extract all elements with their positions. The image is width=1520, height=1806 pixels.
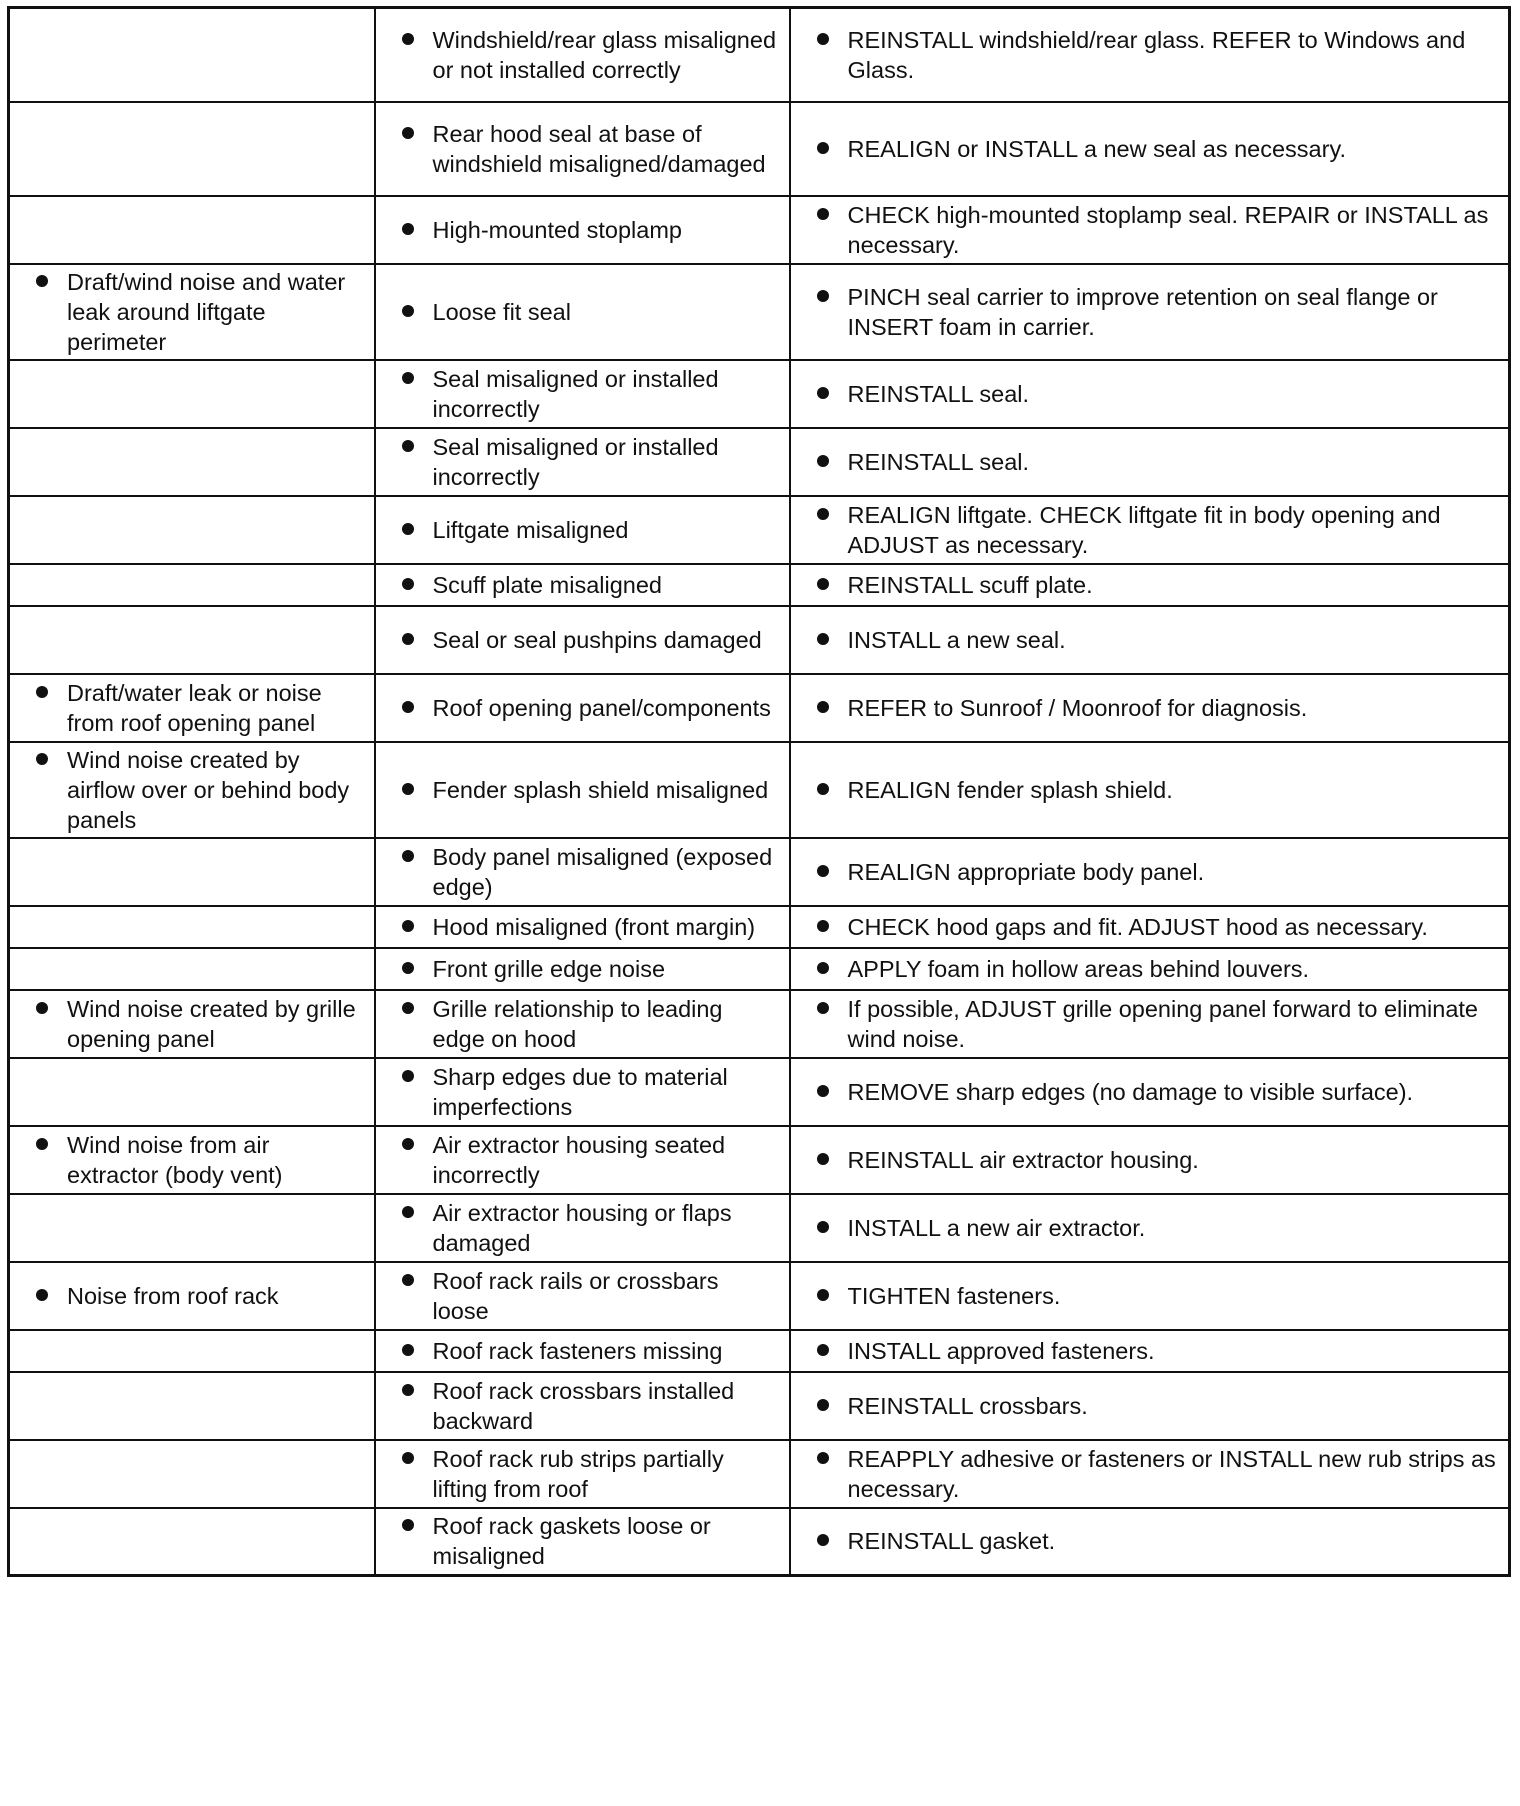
cause-text: Air extractor housing seated incorrectly	[432, 1131, 726, 1188]
bullet-icon	[817, 508, 829, 520]
bullet-icon	[36, 686, 48, 698]
action-text: REALIGN fender splash shield.	[847, 776, 1173, 803]
action-content	[791, 855, 1509, 889]
symptom-cell	[9, 1440, 375, 1508]
action-text: TIGHTEN fasteners.	[847, 1282, 1061, 1309]
action-text: CHECK high-mounted stoplamp seal. REPAIR or INSTALL as necessary.	[847, 201, 1489, 258]
bullet-icon	[402, 1452, 414, 1464]
symptom-content	[10, 528, 374, 532]
cause-cell	[375, 264, 790, 360]
bullet-icon	[817, 455, 829, 467]
cause-cell	[375, 1440, 790, 1508]
cause-cell	[375, 8, 790, 102]
action-text: REALIGN appropriate body panel.	[847, 858, 1205, 885]
cause-text: Rear hood seal at base of windshield misaligned/damaged	[432, 120, 766, 177]
bullet-icon	[817, 208, 829, 220]
action-text: REINSTALL seal.	[847, 448, 1030, 475]
symptom-content	[10, 1404, 374, 1408]
symptom-cell	[9, 838, 375, 906]
cause-text: Sharp edges due to material imperfections	[432, 1063, 728, 1120]
cause-cell	[375, 1194, 790, 1262]
symptom-cell	[9, 264, 375, 360]
action-cell	[790, 948, 1510, 990]
cause-text: Hood misaligned (front margin)	[432, 913, 756, 940]
cause-text: Seal misaligned or installed incorrectly	[432, 365, 719, 422]
bullet-icon	[817, 142, 829, 154]
table-row	[9, 906, 1510, 948]
action-content	[791, 568, 1509, 602]
cause-content	[376, 691, 789, 725]
table-row	[9, 674, 1510, 742]
cause-content	[376, 1509, 789, 1573]
table-row	[9, 1330, 1510, 1372]
cause-content	[376, 1196, 789, 1260]
cause-content	[376, 1060, 789, 1124]
action-content	[791, 910, 1509, 944]
action-cell	[790, 990, 1510, 1058]
cause-cell	[375, 906, 790, 948]
action-content	[791, 1211, 1509, 1245]
table-row	[9, 1508, 1510, 1576]
symptom-cell	[9, 360, 375, 428]
cause-content	[376, 910, 789, 944]
cause-text: Liftgate misaligned	[432, 516, 629, 543]
table-row	[9, 1058, 1510, 1126]
cause-content	[376, 1334, 789, 1368]
symptom-cell	[9, 102, 375, 196]
symptom-content	[10, 1279, 374, 1313]
bullet-icon	[817, 701, 829, 713]
bullet-icon	[402, 523, 414, 535]
cause-content	[376, 773, 789, 807]
action-content	[791, 623, 1509, 657]
bullet-icon	[402, 1519, 414, 1531]
symptom-text: Draft/water leak or noise from roof opening panel	[67, 679, 322, 736]
cause-cell	[375, 606, 790, 674]
symptom-content	[10, 743, 374, 837]
bullet-icon	[817, 1221, 829, 1233]
cause-text: Fender splash shield misaligned	[432, 776, 769, 803]
action-content	[791, 132, 1509, 166]
symptom-text: Wind noise created by grille opening panel	[67, 995, 356, 1052]
bullet-icon	[36, 753, 48, 765]
symptom-text: Noise from roof rack	[67, 1282, 279, 1309]
symptom-content	[10, 460, 374, 464]
cause-cell	[375, 1058, 790, 1126]
cause-cell	[375, 1262, 790, 1330]
action-text: REINSTALL air extractor housing.	[847, 1146, 1199, 1173]
symptom-content	[10, 1226, 374, 1230]
action-cell	[790, 606, 1510, 674]
cause-content	[376, 23, 789, 87]
table-row	[9, 1372, 1510, 1440]
cause-text: Seal or seal pushpins damaged	[432, 626, 762, 653]
symptom-content	[10, 925, 374, 929]
action-content	[791, 1279, 1509, 1313]
action-content	[791, 498, 1509, 562]
bullet-icon	[402, 127, 414, 139]
action-cell	[790, 906, 1510, 948]
table-row	[9, 428, 1510, 496]
symptom-cell	[9, 496, 375, 564]
symptom-cell	[9, 196, 375, 264]
action-cell	[790, 360, 1510, 428]
action-text: REINSTALL windshield/rear glass. REFER to Windows and Glass.	[847, 26, 1466, 83]
table-row	[9, 360, 1510, 428]
table-row	[9, 990, 1510, 1058]
cause-text: Front grille edge noise	[432, 955, 666, 982]
action-content	[791, 992, 1509, 1056]
bullet-icon	[402, 1344, 414, 1356]
table-row	[9, 606, 1510, 674]
table-row	[9, 102, 1510, 196]
cause-text: Roof rack gaskets loose or misaligned	[432, 1513, 711, 1570]
symptom-cell	[9, 674, 375, 742]
action-cell	[790, 1372, 1510, 1440]
action-cell	[790, 1262, 1510, 1330]
cause-cell	[375, 742, 790, 838]
action-cell	[790, 1330, 1510, 1372]
action-text: REINSTALL scuff plate.	[847, 571, 1093, 598]
cause-cell	[375, 196, 790, 264]
cause-cell	[375, 1126, 790, 1194]
bullet-icon	[36, 1002, 48, 1014]
action-cell	[790, 8, 1510, 102]
bullet-icon	[817, 633, 829, 645]
bullet-icon	[402, 1138, 414, 1150]
action-text: APPLY foam in hollow areas behind louvers.	[847, 955, 1310, 982]
bullet-icon	[817, 1452, 829, 1464]
symptom-content	[10, 676, 374, 740]
action-content	[791, 1389, 1509, 1423]
action-cell	[790, 1508, 1510, 1576]
bullet-icon	[817, 578, 829, 590]
action-text: If possible, ADJUST grille opening panel forward to eliminate wind noise.	[847, 995, 1478, 1052]
cause-content	[376, 952, 789, 986]
action-cell	[790, 428, 1510, 496]
cause-cell	[375, 564, 790, 606]
bullet-icon	[402, 783, 414, 795]
cause-text: Roof rack rails or crossbars loose	[432, 1267, 719, 1324]
bullet-icon	[36, 1138, 48, 1150]
cause-content	[376, 840, 789, 904]
bullet-icon	[402, 962, 414, 974]
cause-cell	[375, 360, 790, 428]
table-row	[9, 1262, 1510, 1330]
action-cell	[790, 1194, 1510, 1262]
cause-content	[376, 568, 789, 602]
bullet-icon	[817, 1289, 829, 1301]
bullet-icon	[402, 1384, 414, 1396]
cause-cell	[375, 1330, 790, 1372]
symptom-cell	[9, 8, 375, 102]
symptom-content	[10, 870, 374, 874]
cause-content	[376, 513, 789, 547]
action-cell	[790, 196, 1510, 264]
action-text: REFER to Sunroof / Moonroof for diagnosis.	[847, 694, 1308, 721]
action-content	[791, 1442, 1509, 1506]
action-text: INSTALL a new air extractor.	[847, 1214, 1146, 1241]
cause-text: Scuff plate misaligned	[432, 571, 662, 598]
bullet-icon	[817, 783, 829, 795]
symptom-content	[10, 638, 374, 642]
cause-text: Seal misaligned or installed incorrectly	[432, 433, 719, 490]
symptom-text: Draft/wind noise and water leak around liftgate perimeter	[67, 268, 346, 355]
cause-cell	[375, 428, 790, 496]
action-cell	[790, 264, 1510, 360]
action-cell	[790, 496, 1510, 564]
cause-cell	[375, 1372, 790, 1440]
symptom-cell	[9, 1330, 375, 1372]
table-row	[9, 496, 1510, 564]
bullet-icon	[402, 850, 414, 862]
bullet-icon	[36, 275, 48, 287]
symptom-content	[10, 1349, 374, 1353]
bullet-icon	[402, 33, 414, 45]
symptom-cell	[9, 606, 375, 674]
bullet-icon	[402, 305, 414, 317]
bullet-icon	[402, 701, 414, 713]
bullet-icon	[817, 1534, 829, 1546]
symptom-content	[10, 1539, 374, 1543]
action-cell	[790, 674, 1510, 742]
cause-content	[376, 992, 789, 1056]
symptom-content	[10, 1090, 374, 1094]
action-content	[791, 445, 1509, 479]
symptom-cell	[9, 742, 375, 838]
action-content	[791, 23, 1509, 87]
bullet-icon	[817, 1344, 829, 1356]
action-cell	[790, 838, 1510, 906]
symptom-content	[10, 583, 374, 587]
table-row	[9, 264, 1510, 360]
symptom-cell	[9, 564, 375, 606]
symptom-cell	[9, 990, 375, 1058]
cause-content	[376, 1264, 789, 1328]
symptom-cell	[9, 948, 375, 990]
action-content	[791, 377, 1509, 411]
action-content	[791, 1143, 1509, 1177]
cause-cell	[375, 838, 790, 906]
cause-cell	[375, 948, 790, 990]
cause-cell	[375, 496, 790, 564]
symptom-content	[10, 1128, 374, 1192]
symptom-text: Wind noise created by airflow over or behind body panels	[67, 746, 350, 833]
bullet-icon	[36, 1289, 48, 1301]
symptom-content	[10, 228, 374, 232]
action-text: REINSTALL seal.	[847, 380, 1030, 407]
action-cell	[790, 564, 1510, 606]
table-row	[9, 1126, 1510, 1194]
symptom-content	[10, 147, 374, 151]
action-text: INSTALL a new seal.	[847, 626, 1066, 653]
symptom-cell	[9, 1194, 375, 1262]
bullet-icon	[817, 962, 829, 974]
action-content	[791, 1524, 1509, 1558]
bullet-icon	[817, 1002, 829, 1014]
action-text: REMOVE sharp edges (no damage to visible surface).	[847, 1078, 1414, 1105]
action-content	[791, 691, 1509, 725]
cause-text: Grille relationship to leading edge on hood	[432, 995, 723, 1052]
diagnosis-table	[7, 6, 1511, 1577]
symptom-content	[10, 53, 374, 57]
bullet-icon	[402, 920, 414, 932]
cause-content	[376, 362, 789, 426]
cause-content	[376, 1442, 789, 1506]
action-text: REAPPLY adhesive or fasteners or INSTALL new rub strips as necessary.	[847, 1445, 1496, 1502]
action-content	[791, 1075, 1509, 1109]
action-content	[791, 773, 1509, 807]
cause-text: High-mounted stoplamp	[432, 216, 682, 243]
bullet-icon	[402, 1274, 414, 1286]
bullet-icon	[817, 1153, 829, 1165]
cause-text: Roof rack fasteners missing	[432, 1337, 723, 1364]
table-row	[9, 196, 1510, 264]
bullet-icon	[817, 1399, 829, 1411]
bullet-icon	[402, 1206, 414, 1218]
cause-content	[376, 1128, 789, 1192]
table-row	[9, 564, 1510, 606]
cause-text: Roof rack rub strips partially lifting from roof	[432, 1445, 724, 1502]
cause-text: Body panel misaligned (exposed edge)	[432, 843, 773, 900]
bullet-icon	[817, 865, 829, 877]
symptom-cell	[9, 1508, 375, 1576]
bullet-icon	[402, 1070, 414, 1082]
cause-content	[376, 295, 789, 329]
cause-text: Loose fit seal	[432, 298, 571, 325]
bullet-icon	[817, 290, 829, 302]
table-row	[9, 948, 1510, 990]
action-content	[791, 280, 1509, 344]
bullet-icon	[817, 33, 829, 45]
action-content	[791, 198, 1509, 262]
action-text: REINSTALL gasket.	[847, 1528, 1056, 1555]
symptom-content	[10, 1472, 374, 1476]
action-text: REALIGN or INSTALL a new seal as necessary.	[847, 135, 1346, 162]
symptom-content	[10, 265, 374, 359]
cause-text: Roof opening panel/components	[432, 694, 771, 721]
action-text: PINCH seal carrier to improve retention on seal flange or INSERT foam in carrier.	[847, 283, 1438, 340]
symptom-text: Wind noise from air extractor (body vent)	[67, 1131, 283, 1188]
symptom-cell	[9, 1058, 375, 1126]
table-row	[9, 838, 1510, 906]
symptom-content	[10, 967, 374, 971]
cause-content	[376, 430, 789, 494]
action-cell	[790, 742, 1510, 838]
action-cell	[790, 102, 1510, 196]
symptom-content	[10, 392, 374, 396]
action-content	[791, 1334, 1509, 1368]
action-cell	[790, 1440, 1510, 1508]
symptom-content	[10, 992, 374, 1056]
cause-content	[376, 1374, 789, 1438]
cause-text: Roof rack crossbars installed backward	[432, 1377, 735, 1434]
action-text: REALIGN liftgate. CHECK liftgate fit in body opening and ADJUST as necessary.	[847, 501, 1441, 558]
symptom-cell	[9, 1372, 375, 1440]
action-text: REINSTALL crossbars.	[847, 1392, 1088, 1419]
symptom-cell	[9, 1126, 375, 1194]
action-content	[791, 952, 1509, 986]
bullet-icon	[817, 1085, 829, 1097]
table-row	[9, 1440, 1510, 1508]
cause-text: Windshield/rear glass misaligned or not installed correctly	[432, 26, 777, 83]
bullet-icon	[402, 1002, 414, 1014]
bullet-icon	[402, 578, 414, 590]
cause-content	[376, 623, 789, 657]
bullet-icon	[817, 920, 829, 932]
cause-cell	[375, 102, 790, 196]
cause-cell	[375, 674, 790, 742]
symptom-cell	[9, 906, 375, 948]
cause-content	[376, 117, 789, 181]
action-text: INSTALL approved fasteners.	[847, 1337, 1155, 1364]
action-text: CHECK hood gaps and fit. ADJUST hood as necessary.	[847, 913, 1428, 940]
action-cell	[790, 1126, 1510, 1194]
bullet-icon	[402, 223, 414, 235]
table-row	[9, 8, 1510, 102]
bullet-icon	[402, 633, 414, 645]
cause-cell	[375, 990, 790, 1058]
action-cell	[790, 1058, 1510, 1126]
diagnosis-table-body	[9, 8, 1510, 1576]
table-row	[9, 1194, 1510, 1262]
symptom-cell	[9, 1262, 375, 1330]
cause-content	[376, 213, 789, 247]
cause-text: Air extractor housing or flaps damaged	[432, 1199, 732, 1256]
bullet-icon	[402, 440, 414, 452]
bullet-icon	[402, 372, 414, 384]
table-row	[9, 742, 1510, 838]
bullet-icon	[817, 387, 829, 399]
cause-cell	[375, 1508, 790, 1576]
symptom-cell	[9, 428, 375, 496]
